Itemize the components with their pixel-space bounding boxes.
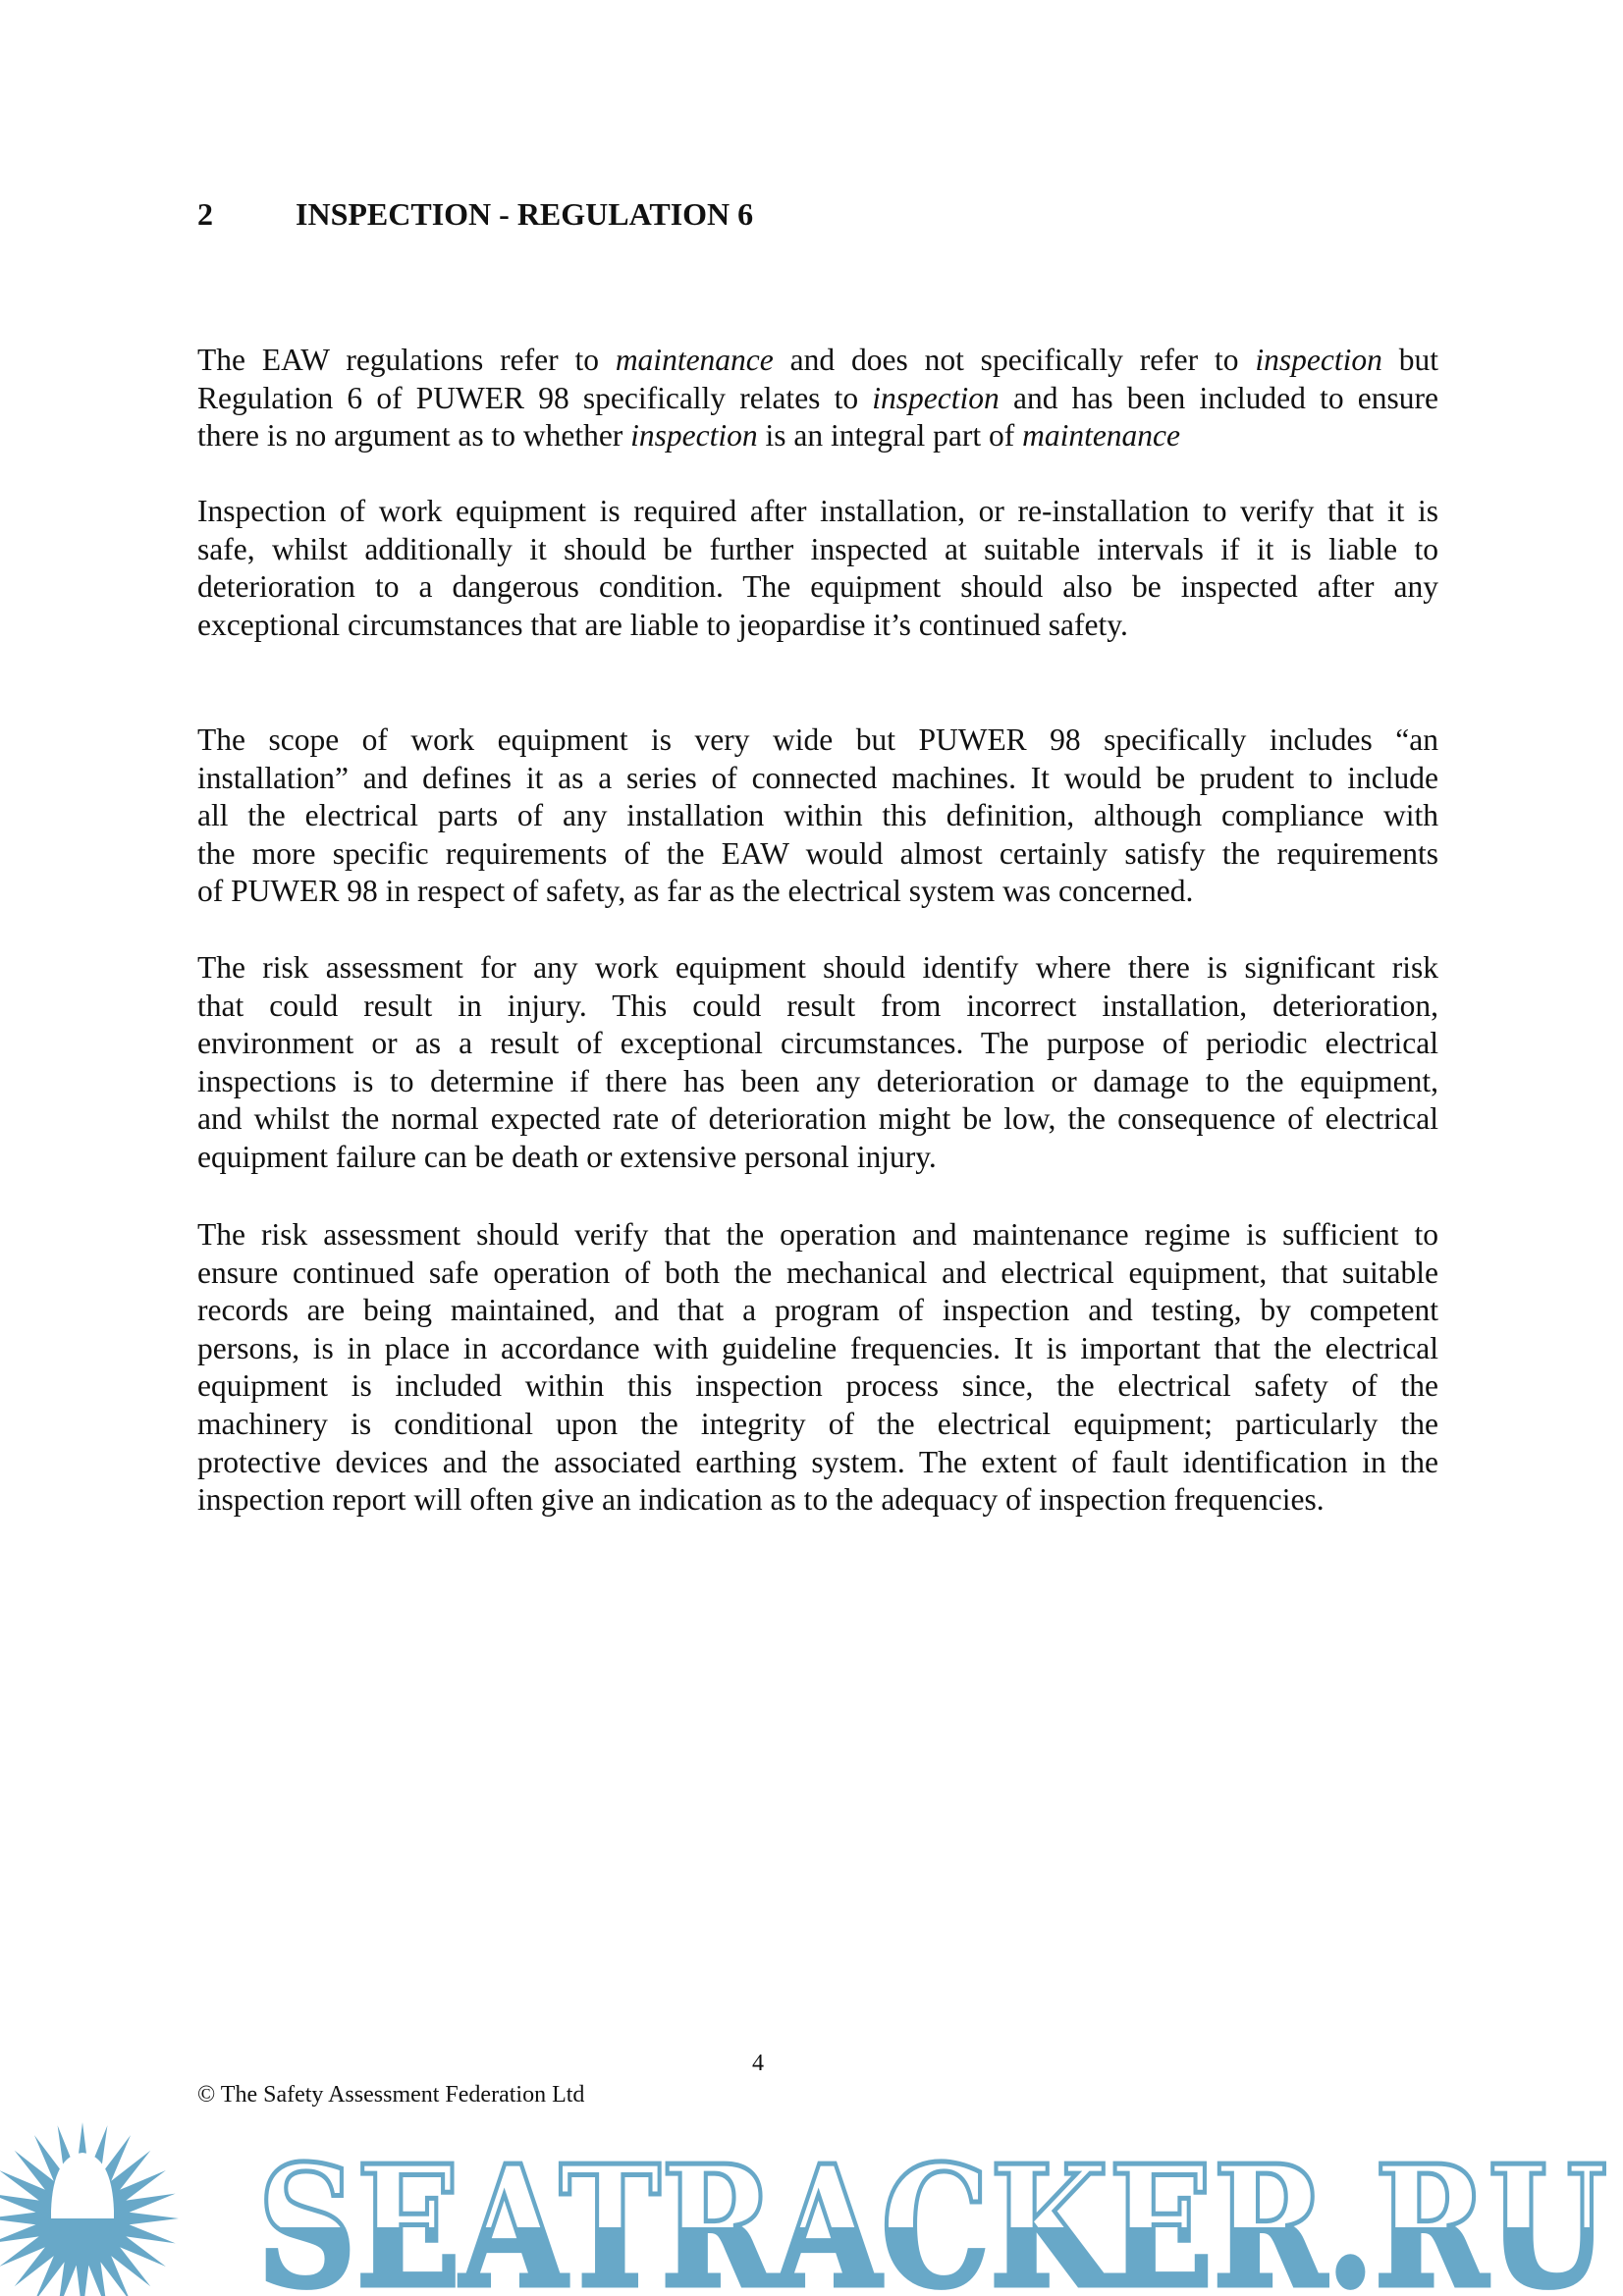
text-line <box>197 493 1438 531</box>
text-line <box>197 1216 1438 1255</box>
text-segment: The risk assessment for any work equipment should identify where there is significant risk <box>197 950 1438 985</box>
text-segment: persons, is in place in accordance with guideline frequencies. It is important that the electrical <box>197 1330 1438 1365</box>
text-segment: protective devices and the associated earthing system. The extent of fault identification in the <box>197 1444 1438 1479</box>
paragraph-risk-assessment-verify <box>197 1216 1438 1520</box>
text-line <box>197 1100 1438 1139</box>
section-title: INSPECTION - REGULATION 6 <box>296 196 754 232</box>
text-line <box>197 380 1438 418</box>
text-line <box>197 760 1438 798</box>
text-line <box>197 1481 1438 1520</box>
text-line <box>197 873 1438 911</box>
text-segment: and whilst the normal expected rate of deterioration might be low, the consequence of electrical <box>197 1101 1438 1137</box>
italic-term: inspection <box>872 380 1000 415</box>
italic-term: maintenance <box>1022 418 1181 454</box>
watermark-text: SEATRACKER.RU <box>257 2129 1607 2296</box>
text-line <box>197 721 1438 760</box>
text-segment: the more specific requirements of the EAW would almost certainly satisfy the requirements <box>197 835 1438 871</box>
text-line <box>197 1330 1438 1368</box>
text-segment: of PUWER 98 in respect of safety, as far as the electrical system was concerned. <box>197 874 1194 909</box>
text-segment: inspection report will often give an indication as to the adequacy of inspection frequencies. <box>197 1482 1325 1518</box>
text-line <box>197 568 1438 607</box>
text-segment: equipment is included within this inspection process since, the electrical safety of the <box>197 1368 1438 1404</box>
text-segment: installation” and defines it as a series of connected machines. It would be prudent to include <box>197 760 1438 795</box>
text-line <box>197 988 1438 1026</box>
text-segment: equipment failure can be death or extensive personal injury. <box>197 1139 937 1174</box>
text-segment: records are being maintained, and that a program of inspection and testing, by competent <box>197 1293 1438 1328</box>
text-line <box>197 531 1438 569</box>
text-segment: ensure continued safe operation of both the mechanical and electrical equipment, that suitable <box>197 1255 1438 1290</box>
text-line <box>197 1406 1438 1444</box>
text-line <box>197 1367 1438 1406</box>
italic-term: inspection <box>630 418 758 454</box>
text-segment: that could result in injury. This could result from incorrect installation, deterioration, <box>197 988 1438 1023</box>
paragraph-eaw-maintenance <box>197 342 1438 455</box>
text-segment: exceptional circumstances that are liable to jeopardise it’s continued safety. <box>197 607 1128 642</box>
text-segment: is an integral part of <box>757 418 1023 454</box>
section-number: 2 <box>197 196 213 232</box>
text-line <box>197 949 1438 988</box>
text-segment: machinery is conditional upon the integrity of the electrical equipment; particularly the <box>197 1406 1438 1441</box>
text-line <box>197 835 1438 874</box>
paragraph-scope <box>197 721 1438 911</box>
text-segment: environment or as a result of exceptional circumstances. The purpose of periodic electrical <box>197 1026 1438 1061</box>
text-segment: there is no argument as to whether <box>197 418 631 454</box>
paragraph-risk-assessment <box>197 949 1438 1177</box>
text-line <box>197 342 1438 380</box>
watermark-logo <box>0 2120 1623 2296</box>
paragraph-inspection-required <box>197 493 1438 644</box>
text-segment: The scope of work equipment is very wide but PUWER 98 specifically includes “an <box>197 722 1438 757</box>
text-segment: The EAW regulations refer to <box>197 343 616 377</box>
text-segment: safe, whilst additionally it should be further inspected at suitable intervals if it is liable to <box>197 531 1438 566</box>
text-segment: The risk assessment should verify that the operation and maintenance regime is sufficient to <box>197 1217 1438 1252</box>
text-line <box>197 1255 1438 1293</box>
text-segment: inspections is to determine if there has been any deterioration or damage to the equipment, <box>197 1063 1438 1098</box>
text-line <box>197 1063 1438 1101</box>
footer-copyright: © The Safety Assessment Federation Ltd <box>197 2082 585 2108</box>
text-line <box>197 1444 1438 1482</box>
text-line <box>197 607 1438 645</box>
text-line <box>197 797 1438 835</box>
section-heading <box>197 196 753 233</box>
text-segment: Regulation 6 of PUWER 98 specifically relates to <box>197 380 873 415</box>
text-segment: and has been included to ensure <box>999 380 1438 415</box>
text-segment: all the electrical parts of any installation within this definition, although compliance with <box>197 798 1438 833</box>
sun-icon <box>0 2122 179 2296</box>
text-line <box>197 1025 1438 1063</box>
text-line <box>197 1139 1438 1177</box>
text-segment: deterioration to a dangerous condition. The equipment should also be inspected after any <box>197 569 1438 605</box>
text-segment: and does not specifically refer to <box>773 343 1256 377</box>
italic-term: inspection <box>1255 343 1382 377</box>
italic-term: maintenance <box>615 343 774 377</box>
text-segment: but <box>1381 343 1438 377</box>
page-number: 4 <box>752 2051 764 2076</box>
text-segment: Inspection of work equipment is required after installation, or re-installation to verify that it is <box>197 494 1438 528</box>
text-line <box>197 417 1438 455</box>
text-line <box>197 1292 1438 1330</box>
